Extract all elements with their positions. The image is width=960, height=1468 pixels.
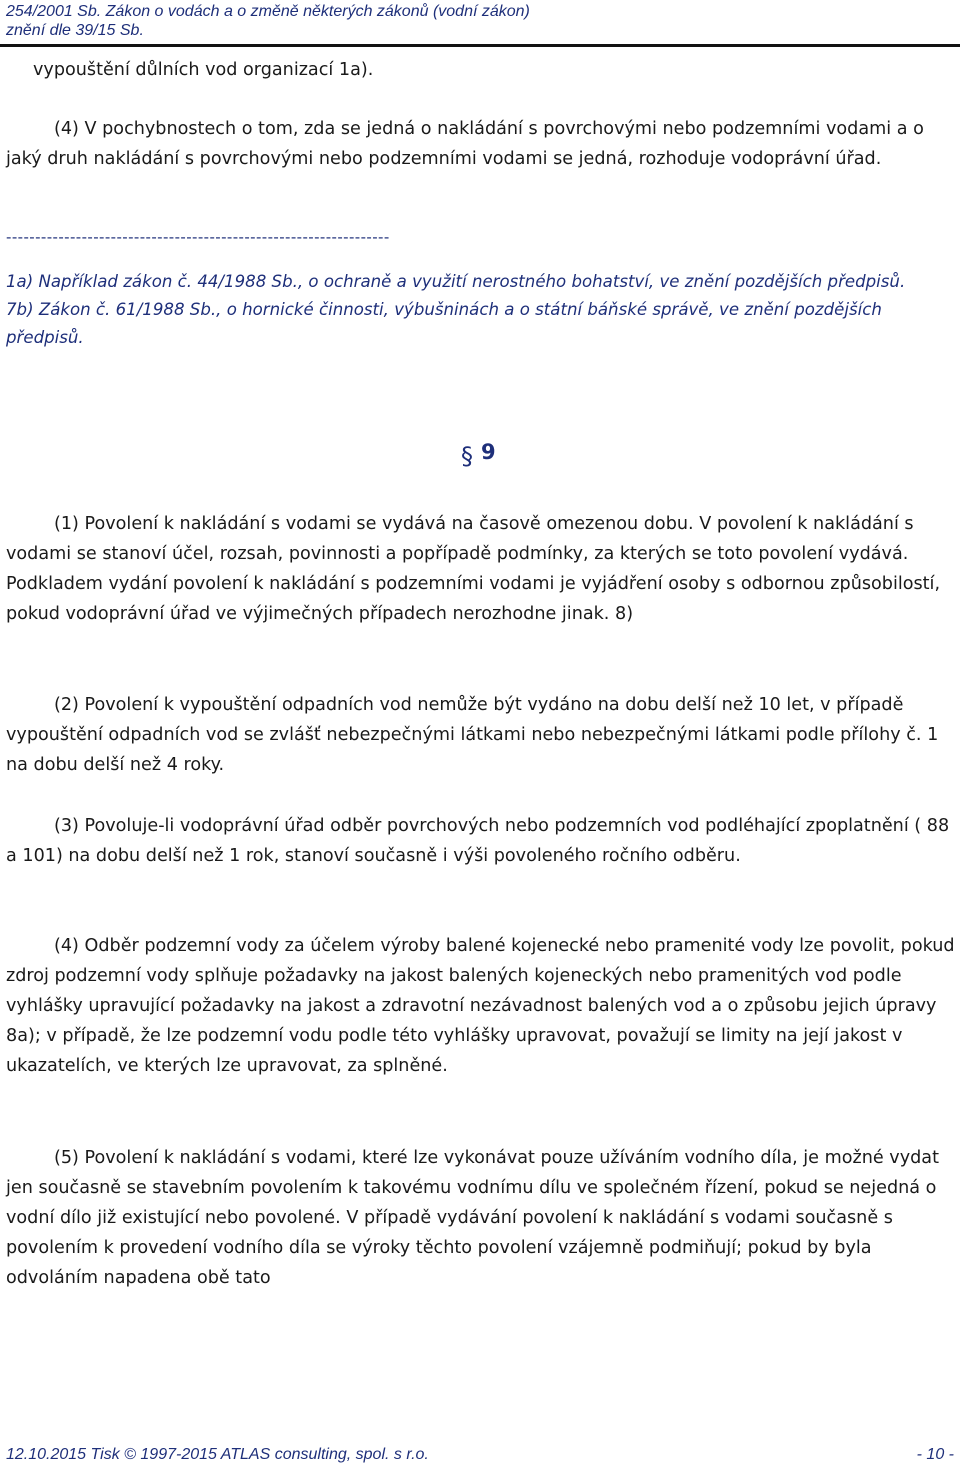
section-heading <box>461 437 496 471</box>
footnotes <box>6 228 956 352</box>
header-version: znění dle 39/15 Sb. <box>6 22 144 39</box>
paragraph-2: (2) Povolení k vypouštění odpadních vod nemůže být vydáno na dobu delší než 10 let, v případě vypouštění odpadních vod se zvlášť nebezpečnými látkami nebo nebezpečnými látkami podle přílohy č. 1 na dobu delší než 4 roky. <box>6 695 939 775</box>
page-footer <box>6 1444 954 1466</box>
lead-text: vypouštění důlních vod organizací 1a). <box>33 60 374 80</box>
footnote-7b: 7b) Zákon č. 61/1988 Sb., o hornické činnosti, výbušninách a o státní báňské správě, ve znění pozdějších předpisů. <box>6 300 882 347</box>
paragraph-3: (3) Povoluje-li vodoprávní úřad odběr povrchových nebo podzemních vod podléhající zpoplatnění ( 88 a 101) na dobu delší než 1 rok, stanoví současně i výši povoleného ročního odběru. <box>6 816 950 866</box>
paragraph-4-prev: (4) V pochybnostech o tom, zda se jedná o nakládání s povrchovými nebo podzemními vodami a o jaký druh nakládání s povrchovými nebo podzemními vodami se jedná, rozhoduje vodoprávní úřad. <box>6 119 924 169</box>
section-symbol: § <box>461 442 473 470</box>
page-number: - 10 - <box>916 1446 954 1463</box>
footer-copyright: 12.10.2015 Tisk © 1997-2015 ATLAS consulting, spol. s r.o. <box>6 1446 429 1463</box>
header-title: 254/2001 Sb. Zákon o vodách a o změně některých zákonů (vodní zákon) <box>6 3 530 20</box>
paragraph-1: (1) Povolení k nakládání s vodami se vydává na časově omezenou dobu. V povolení k nakládání s vodami se stanoví účel, rozsah, povinnosti a popřípadě podmínky, za kterých se toto povolení vydává. Podkladem vydání povolení k nakládání s podzemními vodami je vyjádření osoby s odbornou způsobilostí, pokud vodoprávní úřad ve výjimečných případech nerozhodne jinak. 8) <box>6 514 941 624</box>
page-header <box>0 0 960 47</box>
footnote-separator: ------------------------------------------------------------------ <box>6 228 390 246</box>
paragraph-5: (5) Povolení k nakládání s vodami, které lze vykonávat pouze užíváním vodního díla, je možné vydat jen současně se stavebním povolením k takovému vodnímu dílu ve společném řízení, pokud se nejedná o vodní dílo již existující nebo povolené. V případě vydávání povolení k nakládání s vodami současně s povolením k provedení vodního díla se výroky těchto povolení vzájemně podmiňují; pokud by byla odvoláním napadena obě tato <box>6 1148 939 1288</box>
paragraph-4: (4) Odběr podzemní vody za účelem výroby balené kojenecké nebo pramenité vody lze povolit, pokud zdroj podzemní vody splňuje požadavky na jakost balených kojeneckých nebo pramenitých vod podle vyhlášky upravující požadavky na jakost a zdravotní nezávadnost balených vod a o způsobu jejich úpravy 8a); v případě, že lze podzemní vodu podle této vyhlášky upravovat, považují se limity na její jakost v ukazatelích, ve kterých lze upravovat, za splněné. <box>6 936 955 1076</box>
section-number: 9 <box>481 440 496 464</box>
footnote-1a: 1a) Například zákon č. 44/1988 Sb., o ochraně a využití nerostného bohatství, ve znění pozdějších předpisů. <box>6 272 906 291</box>
